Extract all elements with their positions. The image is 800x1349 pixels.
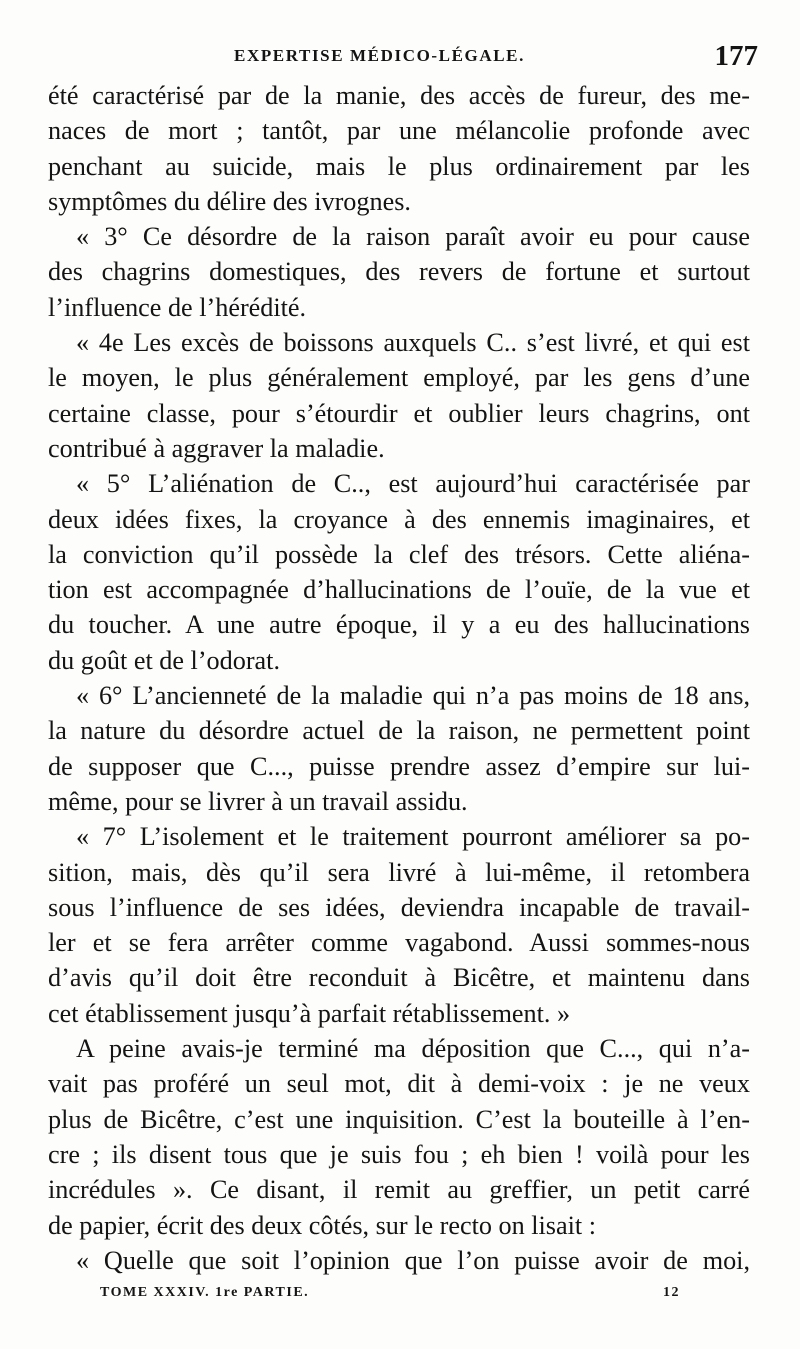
running-title: EXPERTISE MÉDICO-LÉGALE.	[234, 46, 525, 65]
text-line: cet établissement jusqu’à parfait rétablissement. »	[48, 998, 571, 1028]
signature-mark: 12	[663, 1285, 680, 1300]
text-line: la conviction qu’il possède la clef des trésors. Cette aliéna-	[48, 539, 750, 569]
text-line: deux idées fixes, la croyance à des ennemis imaginaires, et	[48, 504, 750, 534]
text-line: certaine classe, pour s’étourdir et oublier leurs chagrins, ont	[48, 398, 750, 428]
text-line: sition, mais, dès qu’il sera livré à lui-même, il retombera	[48, 857, 750, 887]
body-text	[48, 78, 750, 1278]
text-line: du toucher. A une autre époque, il y a eu des hallucinations	[48, 610, 750, 640]
text-line: penchant au suicide, mais le plus ordinairement par les	[48, 151, 750, 181]
volume-label: TOME XXXIV. 1re PARTIE.	[100, 1285, 310, 1300]
text-line: symptômes du délire des ivrognes.	[48, 186, 411, 216]
text-line: tion est accompagnée d’hallucinations de l’ouïe, de la vue et	[48, 575, 750, 605]
text-line: la nature du désordre actuel de la raison, ne permettent point	[48, 716, 750, 746]
text-line: plus de Bicêtre, c’est une inquisition. C’est la bouteille à l’en-	[48, 1104, 750, 1134]
text-line: ler et se fera arrêter comme vagabond. Aussi sommes-nous	[48, 928, 750, 958]
text-line: vait pas proféré un seul mot, dit à demi-voix : je ne veux	[48, 1069, 750, 1099]
text-line: l’influence de l’hérédité.	[48, 292, 307, 322]
text-line: « Quelle que soit l’opinion que l’on puisse avoir de moi,	[76, 1245, 750, 1275]
page-number: 177	[714, 40, 758, 72]
text-line: d’avis qu’il doit être reconduit à Bicêtre, et maintenu dans	[48, 963, 750, 993]
text-line: le moyen, le plus généralement employé, par les gens d’une	[48, 363, 750, 393]
text-line: contribué à aggraver la maladie.	[48, 433, 385, 463]
page-header	[48, 40, 758, 80]
text-line: « 5° L’aliénation de C.., est aujourd’hui caractérisée par	[76, 469, 750, 499]
text-line: « 4e Les excès de boissons auxquels C.. s’est livré, et qui est	[76, 328, 750, 358]
text-line: « 3° Ce désordre de la raison paraît avoir eu pour cause	[76, 222, 750, 252]
text-line: A peine avais-je terminé ma déposition que C..., qui n’a-	[76, 1034, 750, 1064]
page-footer	[100, 1285, 680, 1315]
text-line: des chagrins domestiques, des revers de fortune et surtout	[48, 257, 750, 287]
text-line: de supposer que C..., puisse prendre assez d’empire sur lui-	[48, 751, 750, 781]
text-line: cre ; ils disent tous que je suis fou ; eh bien ! voilà pour les	[48, 1139, 750, 1169]
text-line: de papier, écrit des deux côtés, sur le recto on lisait :	[48, 1210, 596, 1240]
text-line: incrédules ». Ce disant, il remit au greffier, un petit carré	[48, 1175, 750, 1205]
text-line: été caractérisé par de la manie, des accès de fureur, des me-	[48, 81, 750, 110]
text-line: naces de mort ; tantôt, par une mélancolie profonde avec	[48, 116, 750, 146]
text-line: même, pour se livrer à un travail assidu.	[48, 786, 468, 816]
text-line: « 7° L’isolement et le traitement pourront améliorer sa po-	[76, 822, 750, 852]
text-line: sous l’influence de ses idées, deviendra incapable de travail-	[48, 892, 750, 922]
text-line: du goût et de l’odorat.	[48, 645, 280, 675]
text-line: « 6° L’ancienneté de la maladie qui n’a pas moins de 18 ans,	[76, 681, 750, 711]
